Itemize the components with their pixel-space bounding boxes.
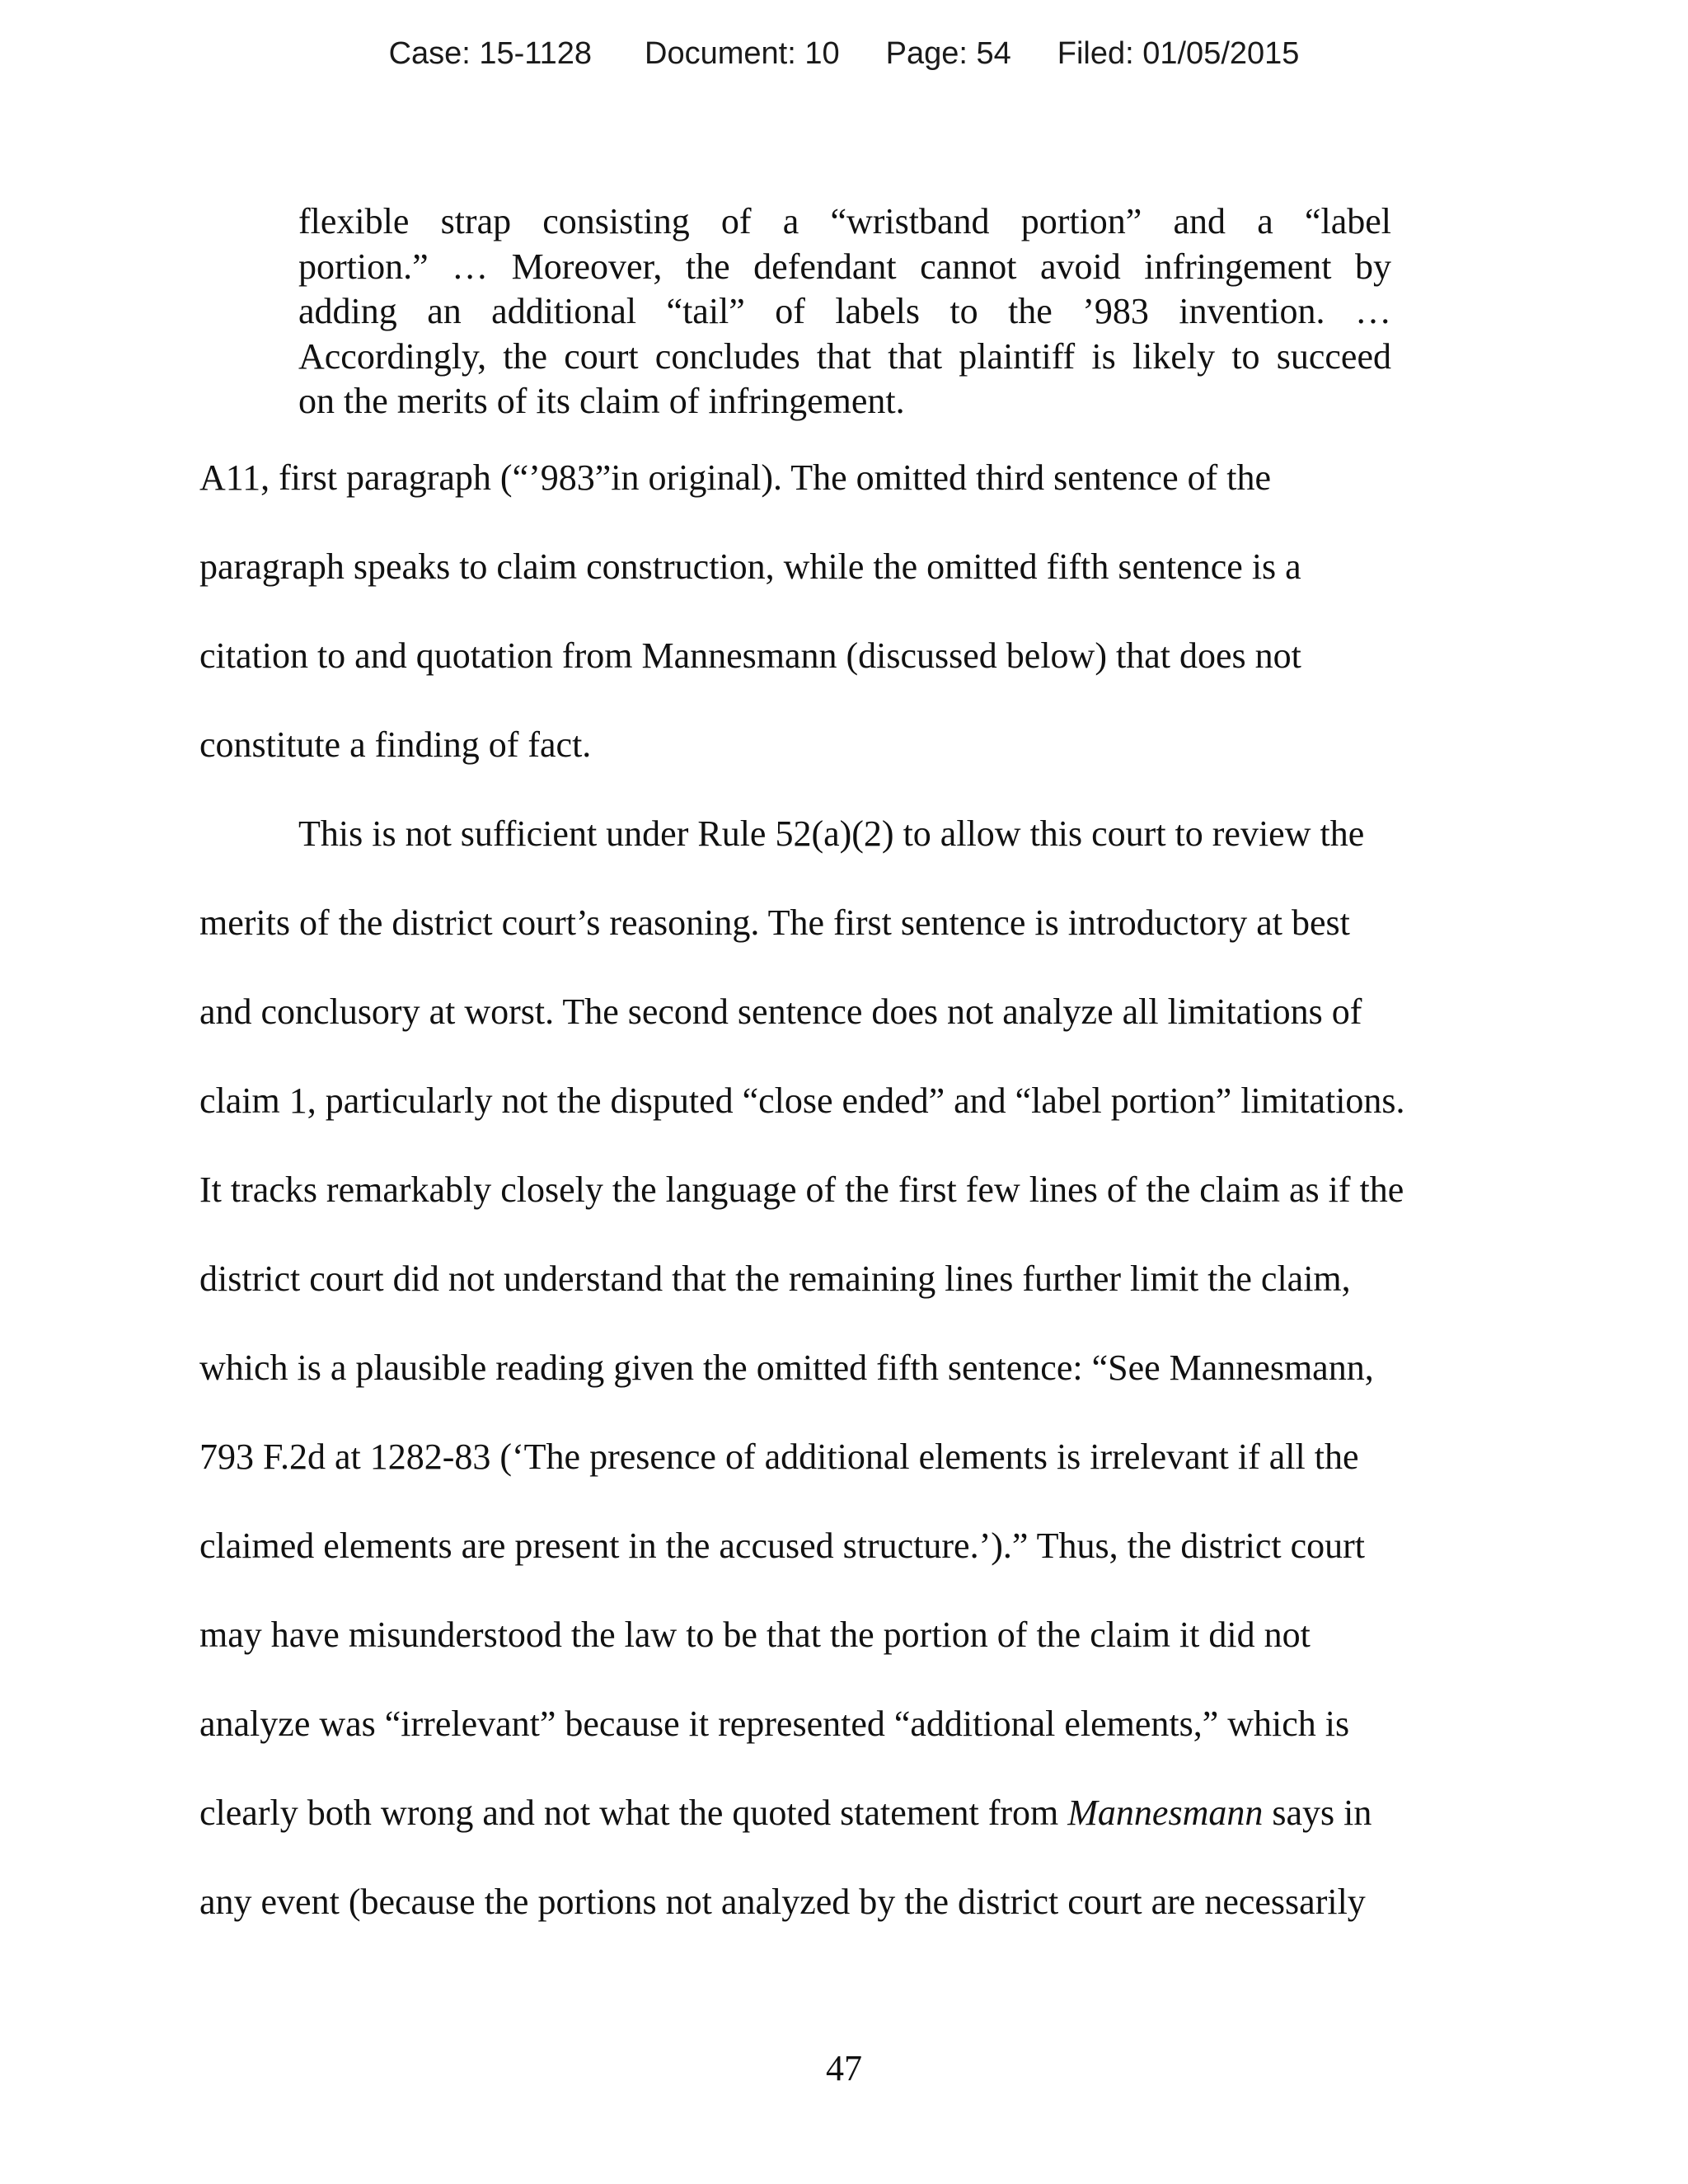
paragraph-line: This is not sufficient under Rule 52(a)(2) to allow this court to review the	[298, 813, 1365, 854]
case-number: Case: 15-1128	[388, 36, 593, 71]
paragraph-line: any event (because the portions not analyzed by the district court are necessarily	[199, 1882, 1366, 1922]
paragraph-line: claimed elements are present in the accused structure.’).” Thus, the district court	[199, 1526, 1365, 1566]
quote-line: portion.” … Moreover, the defendant cannot avoid infringement by	[298, 246, 1391, 287]
body-text	[199, 452, 1485, 1965]
case-header	[0, 36, 1688, 72]
paragraph-line: A11, first paragraph (“’983”in original). The omitted third sentence of the	[199, 457, 1272, 498]
paragraph-line: It tracks remarkably closely the language of the first few lines of the claim as if the	[199, 1169, 1404, 1210]
quote-line: flexible strap consisting of a “wristband portion” and a “label	[298, 201, 1391, 241]
quote-line: adding an additional “tail” of labels to the ’983 invention. …	[298, 291, 1391, 331]
paragraph-line: claim 1, particularly not the disputed “close ended” and “label portion” limitations.	[199, 1080, 1405, 1121]
paragraph-line: 793 F.2d at 1282-83 (‘The presence of additional elements is irrelevant if all the	[199, 1436, 1359, 1477]
paragraph-line: constitute a finding of fact.	[199, 724, 592, 765]
line-text: says in	[1263, 1793, 1372, 1833]
case-name-italic: Mannesmann	[1067, 1793, 1264, 1833]
paragraph-line: paragraph speaks to claim construction, while the omitted fifth sentence is a	[199, 546, 1301, 587]
page-number: 47	[826, 2048, 862, 2088]
paragraph-line: and conclusory at worst. The second sentence does not analyze all limitations of	[199, 991, 1362, 1032]
document-number: Document: 10	[645, 36, 840, 71]
paragraph-line: analyze was “irrelevant” because it represented “additional elements,” which is	[199, 1704, 1350, 1744]
paragraph-line: district court did not understand that the remaining lines further limit the claim,	[199, 1258, 1351, 1299]
quote-line: on the merits of its claim of infringement.	[298, 381, 905, 421]
filed-date: Filed: 01/05/2015	[1057, 36, 1300, 71]
paragraph-line: may have misunderstood the law to be that the portion of the claim it did not	[199, 1615, 1311, 1655]
block-quote	[298, 199, 1391, 424]
paragraph-line: merits of the district court’s reasoning. The first sentence is introductory at best	[199, 902, 1350, 943]
quote-line: Accordingly, the court concludes that that plaintiff is likely to succeed	[298, 335, 1391, 377]
page-label: Page: 54	[885, 36, 1011, 71]
paragraph-line: citation to and quotation from Mannesmann (discussed below) that does not	[199, 635, 1301, 676]
paragraph-line	[199, 1787, 1485, 1876]
line-text: clearly both wrong and not what the quoted statement from	[199, 1793, 1068, 1833]
paragraph-line: which is a plausible reading given the omitted fifth sentence: “See Mannesmann,	[199, 1347, 1374, 1388]
